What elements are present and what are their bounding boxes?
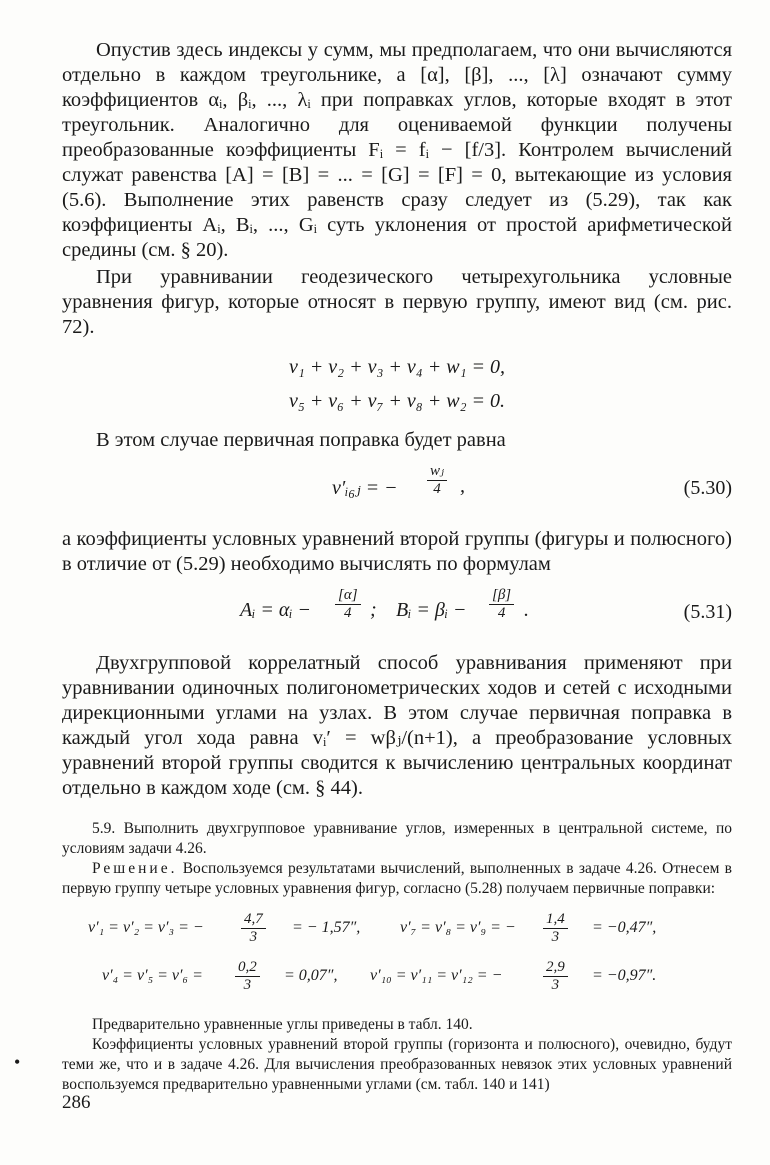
equations-figures (62, 350, 732, 418)
paragraph-2: При уравнивании геодезического четырехугольника условные уравнения фигур, которые относят в первую группу, имеют вид (см. рис. 72). (62, 266, 732, 338)
paragraph-3: В этом случае первичная поправка будет равна (96, 429, 506, 451)
r2-a-fraction (235, 959, 260, 994)
r2-b-lhs: v′₁₀ = v′₁₁ = v′₁₂ = − (370, 967, 503, 984)
eq530-numerator: wⱼ (427, 463, 447, 481)
paragraph-1: Опустив здесь индексы у сумм, мы предполагаем, что они вычисляются отдельно в каждом треугольнике, а [α], [β], ..., [λ] означают сумму коэффициентов αᵢ, βᵢ, ..., λᵢ при поправках углов, которые входят в этот треугольник. Аналогично для оцениваемой функции получены преобразованные коэффициенты Fᵢ = fᵢ − [f/3]. Контролем вычислений служат равенства [A] = [B] = ... = [G] = [F] = 0, вытекающие из условия (5.6). Выполнение этих равенств сразу следует из (5.29), так как коэффициенты Aᵢ, Bᵢ, ..., Gᵢ суть уклонения от простой арифметической средины (см. § 20). (62, 39, 732, 261)
r2-b-num: 2,9 (543, 959, 568, 977)
corrections-row-2 (62, 959, 732, 1003)
eq530-lhs: v′ᵢ₆ⱼ = − (332, 477, 398, 499)
r1-b-den: 3 (551, 929, 560, 945)
margin-mark: • (14, 1052, 21, 1072)
r2-b-fraction (543, 959, 568, 994)
eq531-b-denominator: 4 (497, 605, 506, 621)
r1-a-den: 3 (249, 929, 258, 945)
r2-a-num: 0,2 (235, 959, 260, 977)
problem-after-1: Предварительно уравненные углы приведены в табл. 140. (92, 1016, 473, 1033)
equation-figure-2: v₅ + v₆ + v₇ + v₈ + w₂ = 0. (288, 390, 506, 412)
page-body (62, 38, 732, 1095)
page-number: 286 (62, 1092, 91, 1113)
eq531-a-denominator: 4 (344, 605, 352, 621)
r1-b-result: = −0,47″, (592, 919, 657, 936)
r2-a-lhs: v′₄ = v′₅ = v′₆ = (102, 967, 203, 984)
equation-5-31 (62, 587, 732, 643)
r1-a-fraction (241, 911, 266, 946)
eq531-separator: ; (370, 599, 377, 621)
eq530-tail: , (460, 475, 465, 497)
equation-figure-1: v₁ + v₂ + v₃ + v₄ + w₁ = 0, (288, 356, 506, 378)
r2-a-den: 3 (243, 977, 252, 993)
r2-a-result: = 0,07″, (284, 967, 338, 984)
eq531-b-lhs: Bᵢ = βᵢ − (396, 599, 467, 621)
solution-word: Решение. (92, 860, 178, 877)
eq531-b-numerator: [β] (489, 587, 514, 605)
problem-solution (62, 859, 732, 899)
corrections-row-1 (62, 911, 732, 955)
eq530-denominator: 4 (433, 481, 441, 497)
r1-b-fraction (543, 911, 568, 946)
eq531-a-fraction (335, 587, 361, 622)
eq531-tail: . (524, 599, 529, 621)
r1-a-num: 4,7 (241, 911, 266, 929)
eq531-b-fraction (489, 587, 514, 622)
r1-b-num: 1,4 (543, 911, 568, 929)
eq531-a-numerator: [α] (335, 587, 361, 605)
r1-b-lhs: v′₇ = v′₈ = v′₉ = − (400, 919, 516, 936)
paragraph-5: Двухгрупповой коррелатный способ уравнивания применяют при уравнивании одиночных полигонометрических ходов и сетей с исходными дирекционными углами на узлах. В этом случае первичная поправка в каждый угол хода равна vᵢ′ = wβⱼ/(n+1), а преобразование условных уравнений второй группы сводится к вычислению центральных координат отдельно в каждом ходе (см. § 44). (62, 652, 732, 799)
r1-a-lhs: v′₁ = v′₂ = v′₃ = − (88, 919, 204, 936)
equation-number-5-30: (5.30) (683, 477, 732, 499)
problem-after-2: Коэффициенты условных уравнений второй группы (горизонта и полюсного), очевидно, будут теми же, что и в задаче 4.26. Для вычисления преобразованных невязок этих условных уравнений воспользуемся предварительно уравненными углами (см. табл. 140 и 141) (62, 1036, 732, 1093)
equation-5-30 (62, 463, 732, 519)
eq531-a-lhs: Aᵢ = αᵢ − (240, 599, 312, 621)
solution-text: Воспользуемся результатами вычислений, выполненных в задаче 4.26. Отнесем в первую группу четыре условных уравнения фигур, согласно (5.28) получаем первичные поправки: (62, 860, 732, 897)
paragraph-4: а коэффициенты условных уравнений второй группы (фигуры и полюсного) в отличие от (5.29) необходимо вычислять по формулам (62, 528, 732, 575)
r1-a-result: = − 1,57″, (292, 919, 361, 936)
eq530-fraction (427, 463, 447, 498)
equation-number-5-31: (5.31) (683, 601, 732, 623)
problem-statement: 5.9. Выполнить двухгрупповое уравнивание углов, измеренных в центральной системе, по условиям задачи 4.26. (62, 820, 732, 857)
r2-b-result: = −0,97″. (592, 967, 657, 984)
r2-b-den: 3 (551, 977, 560, 993)
